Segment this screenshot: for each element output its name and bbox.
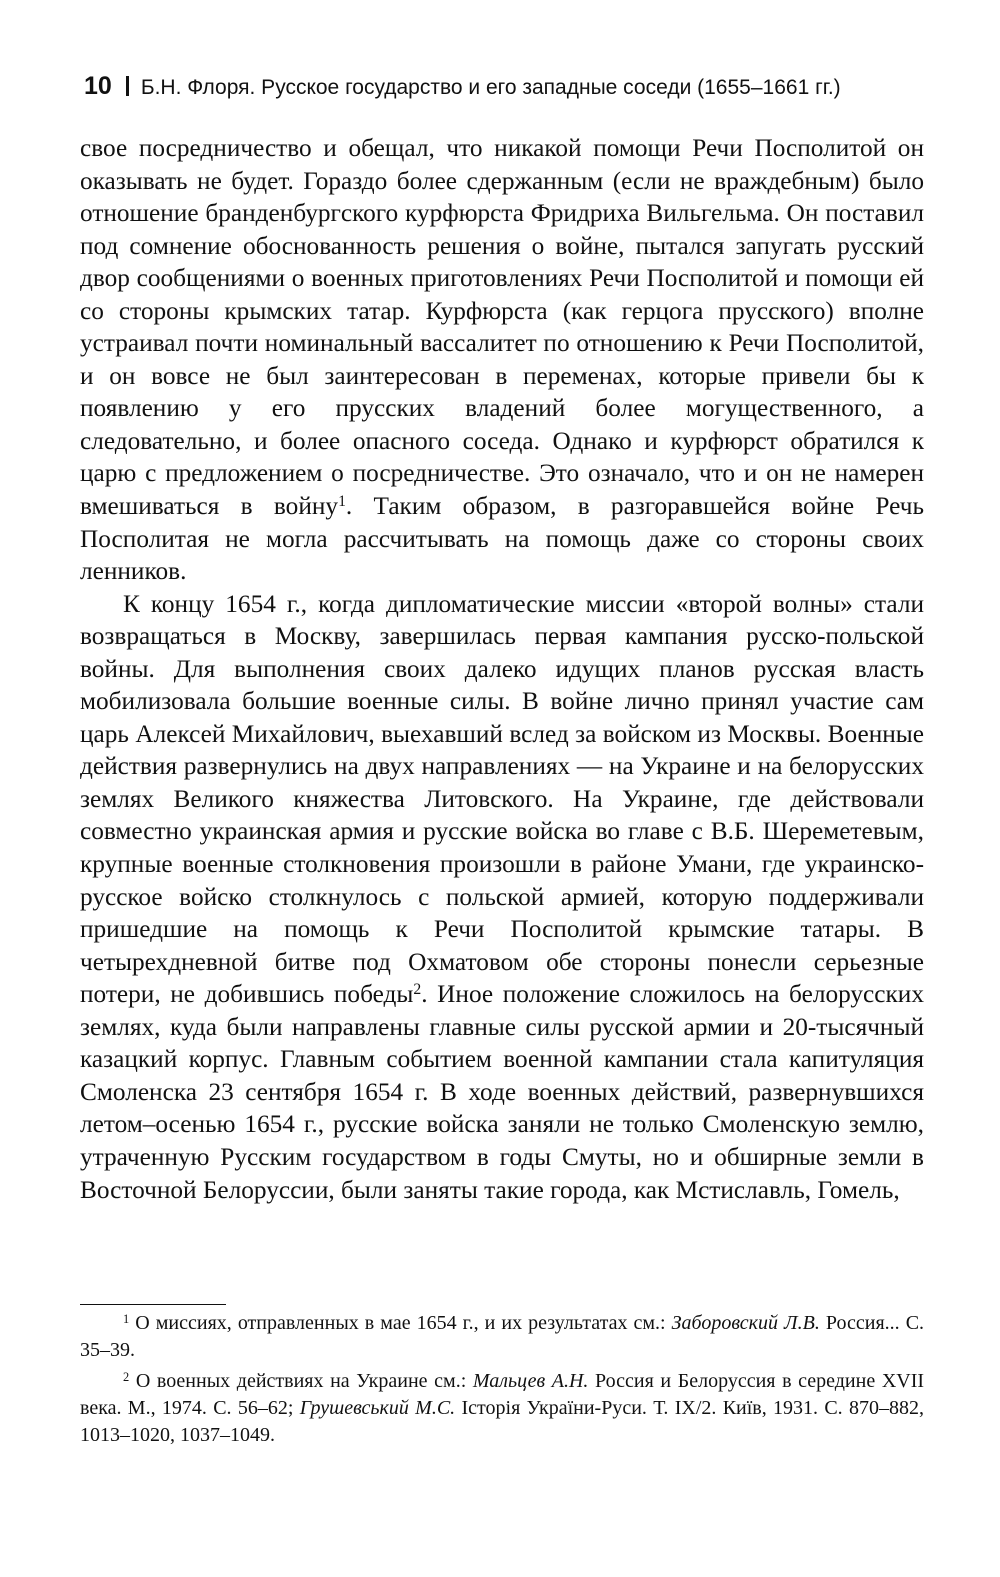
paragraph-1-text-a: свое посредничество и обещал, что никакой помощи Речи Посполитой он оказывать не будет. Гораздо более сдержанным (если не враждебным) было отношение бранденбургского курфюрста Фридриха Вильгельма. Он поставил под сомнение обоснованность решения о войне, пытался запугать русский двор сообщениями о военных приготовлениях Речи Посполитой и помощи ей со стороны крымских татар. Курфюрста (как герцога прусского) вполне устраивал почти номинальный вассалитет по отношению к Речи Посполитой, и он вовсе не был заинтересован в переменах, которые привели бы к появлению у его прусских владений более могущественного, а следовательно, и более опасного соседа. Однако и курфюрст обратился к царю с предложением о посредничестве. Это означало, что и он не намерен вмешиваться в войну — [80, 134, 924, 521]
footnote-2-mark: 2 — [123, 1369, 130, 1384]
header-separator — [126, 76, 129, 96]
paragraph-2 — [80, 588, 924, 1206]
paragraph-2-text-a: К концу 1654 г., когда дипломатические миссии «второй волны» стали возвращаться в Москву, завершилась первая кампания русско-польской войны. Для выполнения своих далеко идущих планов русская власть мобилизовала большие военные силы. В войне лично принял участие сам царь Алексей Михайлович, выехавший вслед за войском из Москвы. Военные действия развернулись на двух направлениях — на Украине и на белорусских землях Великого княжества Литовского. На Украине, где действовали совместно украинская армия и русские войска во главе с В.Б. Шереметевым, крупные военные столкновения произошли в районе Умани, где украинско-русское войско столкнулось с польской армией, которую поддерживали пришедшие на помощь к Речи Посполитой крымские татары. В четырехдневной битве под Охматовом обе стороны понесли серьезные потери, не добившись победы — [80, 589, 924, 1009]
page-number: 10 — [84, 72, 112, 100]
footnote-ref-1: 1 — [338, 493, 346, 511]
footnote-2-middle: Россия и Белоруссия в середине XVII века. М., 1974. С. 56–62; — [80, 1370, 925, 1419]
footnote-1-mark: 1 — [123, 1311, 130, 1326]
footnote-1-text: О миссиях, отправленных в мае 1654 г., и их результатах см.: — [135, 1312, 666, 1334]
main-text — [80, 132, 924, 1206]
footnote-2-author2: Грушевський М.С. — [299, 1397, 456, 1419]
footnotes — [80, 1310, 924, 1453]
paragraph-1-text-b: . Таким образом, в разгоравшейся войне Речь Посполитая не могла рассчитывать на помощь даже со стороны своих ленников. — [80, 492, 924, 586]
footnote-2-author: Мальцев А.Н. — [472, 1370, 589, 1392]
running-header — [84, 72, 944, 101]
footnote-2-text: О военных действиях на Украине см.: — [135, 1370, 467, 1392]
footnote-2-rest: Історія України-Руси. Т. IX/2. Київ, 1931. С. 870–882, 1013–1020, 1037–1049. — [80, 1397, 924, 1446]
footnote-1-author: Заборовский Л.В. — [671, 1312, 820, 1334]
paragraph-2-text-b: . Иное положение сложилось на белорусских землях, куда были направлены главные силы русской армии и 20-тысячный казацкий корпус. Главным событием военной кампании стала капитуляция Смоленска 23 сентября 1654 г. В ходе военных действий, развернувшихся летом–осенью 1654 г., русские войска заняли не только Смоленскую землю, утраченную Русским государством в годы Смуты, но и обширные земли в Восточной Белоруссии, были заняты такие города, как Мстиславль, Гомель, — [80, 980, 924, 1204]
footnote-2 — [80, 1368, 924, 1449]
footnote-1 — [80, 1310, 924, 1364]
footnote-divider — [80, 1304, 226, 1305]
footnote-1-rest: Россия... С. 35–39. — [80, 1312, 925, 1361]
paragraph-1 — [80, 132, 924, 588]
footnote-ref-2: 2 — [413, 981, 422, 999]
running-title: Б.Н. Флоря. Русское государство и его западные соседи (1655–1661 гг.) — [140, 76, 841, 99]
